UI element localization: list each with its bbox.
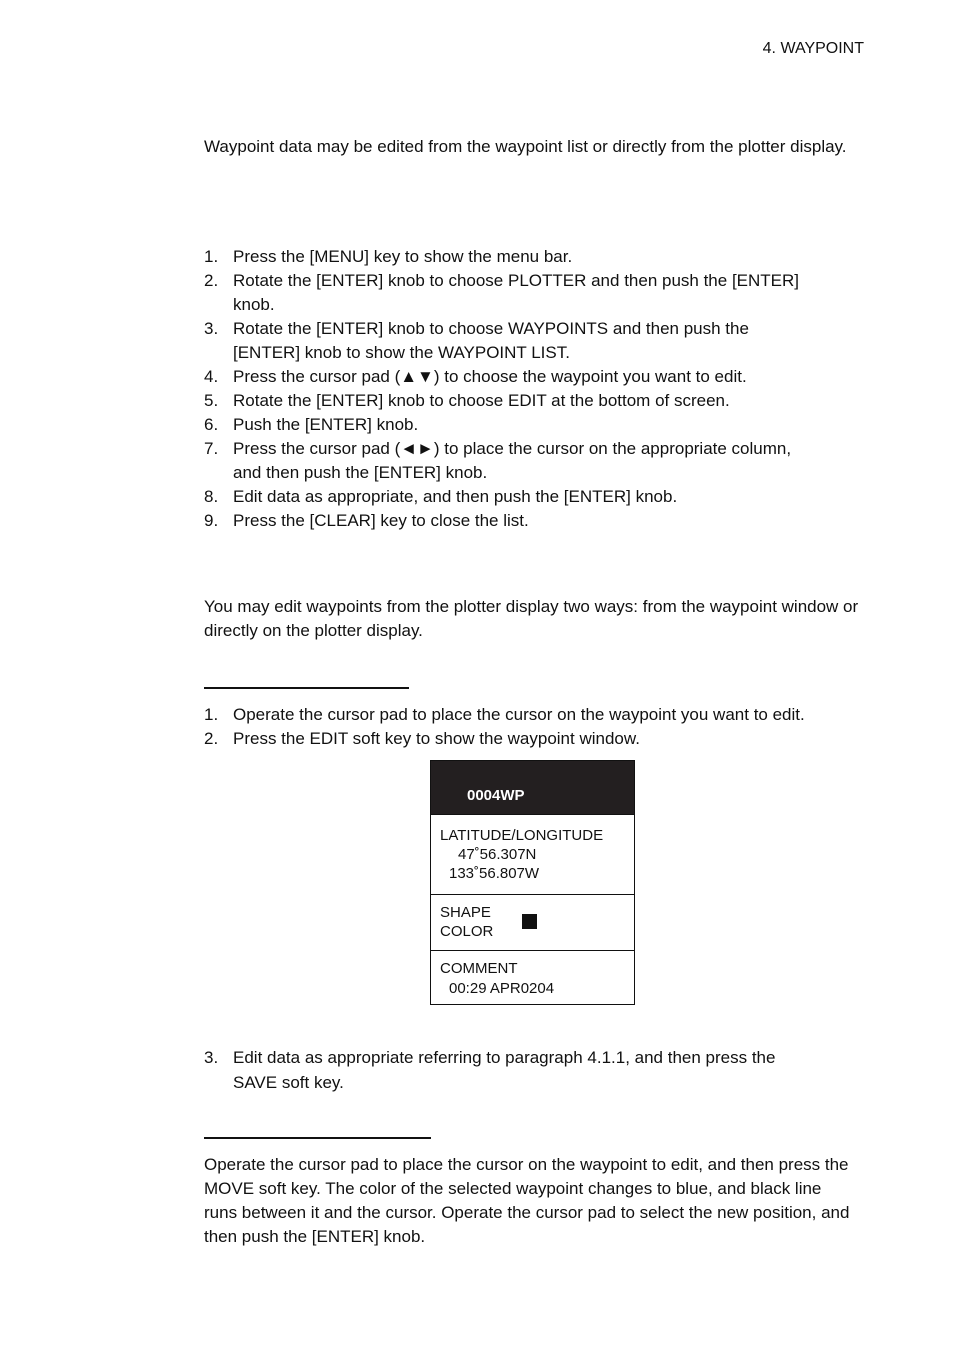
step-text: Press the cursor pad (▲▼) to choose the waypoint you want to edit. (233, 367, 747, 386)
step-text: Rotate the [ENTER] knob to choose WAYPOINTS and then push the (233, 319, 749, 338)
step-number: 8. (204, 487, 219, 506)
step-text: Press the [CLEAR] key to close the list. (233, 511, 529, 530)
direct-edit-paragraph: Operate the cursor pad to place the cursor on the waypoint to edit, and then press the MOVE soft key. The color of the selected waypoint changes to blue, and black line runs between it and the cursor. Operate the cursor pad to select the new position, and then push the [ENTER] knob. (204, 1155, 850, 1246)
list-item (204, 389, 864, 413)
list-edit-steps (204, 245, 864, 533)
list-item (204, 269, 864, 317)
list-item (204, 727, 904, 751)
shape-label: SHAPE (440, 904, 491, 921)
step-number: 5. (204, 391, 219, 410)
comment-section (431, 950, 634, 1006)
step-text: Rotate the [ENTER] knob to choose PLOTTER and then push the [ENTER] (233, 271, 800, 290)
step-number: 2. (204, 729, 219, 748)
subheading-underline (204, 687, 409, 689)
step-text: Press the cursor pad (◄►) to place the cursor on the appropriate column, (233, 439, 792, 458)
step-text: Rotate the [ENTER] knob to choose EDIT at the bottom of screen. (233, 391, 730, 410)
step-text: Edit data as appropriate, and then push the [ENTER] knob. (233, 487, 678, 506)
waypoint-window-title-bar (431, 761, 634, 814)
list-item (204, 245, 864, 269)
shape-square-icon (522, 914, 537, 929)
list-item (204, 703, 904, 727)
color-label: COLOR (440, 923, 494, 940)
list-item (204, 437, 864, 485)
step-text: Push the [ENTER] knob. (233, 415, 419, 434)
step-text: knob. (233, 295, 275, 314)
list-item (204, 1045, 844, 1095)
step-text: Press the EDIT soft key to show the waypoint window. (233, 729, 640, 748)
step-text: Operate the cursor pad to place the cursor on the waypoint you want to edit. (233, 705, 805, 724)
plotter-intro-paragraph: You may edit waypoints from the plotter display two ways: from the waypoint window or directly on the plotter display. (204, 597, 859, 640)
list-item (204, 485, 864, 509)
waypoint-window (430, 760, 635, 1005)
list-item (204, 413, 864, 437)
step-text: Edit data as appropriate referring to paragraph 4.1.1, and then press the (233, 1048, 776, 1067)
step-number: 3. (204, 319, 219, 338)
step-number: 4. (204, 367, 219, 386)
latlon-label: LATITUDE/LONGITUDE (440, 827, 604, 844)
comment-label: COMMENT (440, 960, 518, 977)
step-number: 1. (204, 705, 219, 724)
window-edit-steps (204, 703, 904, 751)
list-item (204, 317, 864, 365)
subheading-underline (204, 1137, 431, 1139)
section-header: 4. WAYPOINT (762, 40, 864, 57)
step-number: 6. (204, 415, 219, 434)
longitude-value: 133˚56.807W (449, 865, 540, 882)
step-text: [ENTER] knob to show the WAYPOINT LIST. (233, 343, 570, 362)
list-item (204, 365, 864, 389)
step-text: Press the [MENU] key to show the menu bar. (233, 247, 573, 266)
intro-paragraph: Waypoint data may be edited from the waypoint list or directly from the plotter display. (204, 137, 847, 156)
step-number: 1. (204, 247, 219, 266)
save-step (204, 1045, 844, 1095)
step-number: 2. (204, 271, 219, 290)
step-text: SAVE soft key. (233, 1073, 344, 1092)
step-text: and then push the [ENTER] knob. (233, 463, 488, 482)
comment-value: 00:29 APR0204 (449, 980, 555, 997)
latitude-value: 47˚56.307N (458, 846, 537, 863)
shape-color-section (431, 894, 634, 950)
latlon-section (431, 814, 634, 894)
step-number: 7. (204, 439, 219, 458)
waypoint-name: 0004WP (467, 787, 525, 804)
list-item (204, 509, 864, 533)
step-number: 3. (204, 1048, 219, 1067)
step-number: 9. (204, 511, 219, 530)
